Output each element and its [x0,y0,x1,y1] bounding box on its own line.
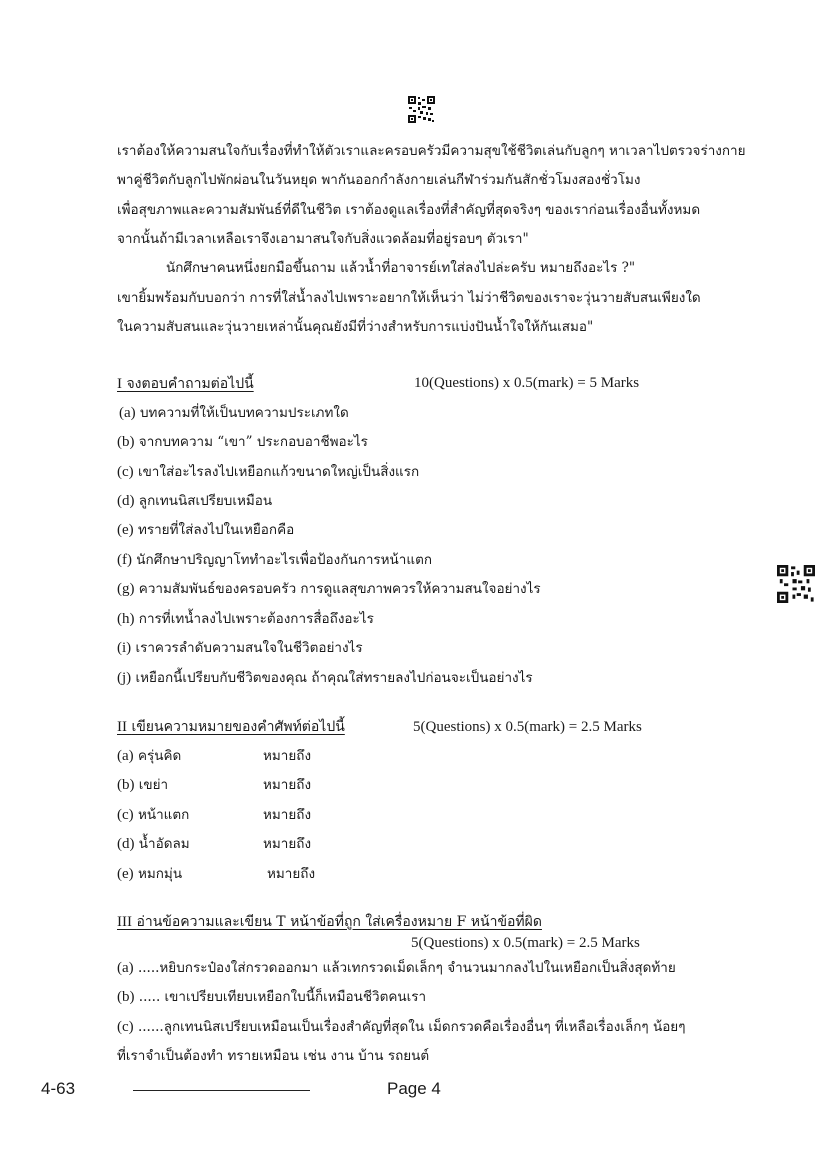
section3-heading [117,914,542,930]
section1-marks: 10(Questions) x 0.5(mark) = 5 Marks [414,375,640,391]
section3-statement: (b) ..... เขาเปรียบเทียบเหยือกใบนี้ก็เหมือนชีวิตคนเรา [117,989,427,1005]
qr-code-side [777,565,815,603]
section2-word-row: (b) เขย่า [117,777,169,793]
section2-meaning: หมายถึง [263,748,312,764]
section3-marks: 5(Questions) x 0.5(mark) = 2.5 Marks [411,935,640,951]
section1-question: (a) บทความที่ให้เป็นบทความประเภทใด [119,405,349,421]
paragraph-line-2: พาคู่ชีวิตกับลูกไปพักผ่อนในวันหยุด พากันออกกำลังกายเล่นกีฬาร่วมกันสักชั่วโมงสองชั่วโมง [117,172,641,188]
section1-question: (f) นักศึกษาปริญญาโททำอะไรเพื่อป้องกันการหน้าแตก [117,552,433,568]
section2-meaning: หมายถึง [263,777,312,793]
section3-statement: (c) ......ลูกเทนนิสเปรียบเหมือนเป็นเรื่องสำคัญที่สุดใน เม็ดกรวดคือเรื่องอื่นๆ ที่เหลือเรื่องเล็กๆ น้อยๆ [117,1019,686,1035]
section1-numeral: I [117,376,122,392]
section3-title: อ่านข้อความและเขียน T หน้าข้อที่ถูก ใส่เครื่องหมาย F หน้าข้อที่ผิด [136,914,542,930]
paragraph-line-4: จากนั้นถ้ามีเวลาเหลือเราจึงเอามาสนใจกับสิ่งแวดล้อมที่อยู่รอบๆ ตัวเรา" [117,231,529,247]
section1-question: (j) เหยือกนี้เปรียบกับชีวิตของคุณ ถ้าคุณใส่ทรายลงไปก่อนจะเป็นอย่างไร [117,670,533,686]
paragraph-line-3: เพื่อสุขภาพและความสัมพันธ์ที่ดีในชีวิต เราต้องดูแลเรื่องที่สำคัญที่สุดจริงๆ ของเราก่อนเรื่องอื่นทั้งหมด [117,202,701,218]
paragraph-line-5: นักศึกษาคนหนึ่งยกมือขึ้นถาม แล้วน้ำที่อาจารย์เทใส่ลงไปล่ะครับ หมายถึงอะไร ?" [166,260,636,276]
section1-question: (i) เราควรลำดับความสนใจในชีวิตอย่างไร [117,640,363,656]
section1-heading [117,376,254,392]
section1-question: (b) จากบทความ “เขา” ประกอบอาชีพอะไร [117,434,368,450]
section2-title: เขียนความหมายของคำศัพท์ต่อไปนี้ [131,719,345,735]
section1-question: (d) ลูกเทนนิสเปรียบเหมือน [117,493,273,509]
section2-word-row: (e) หมกมุ่น [117,866,183,882]
section3-statement-continued: ที่เราจำเป็นต้องทำ ทรายเหมือน เช่น งาน บ้าน รถยนต์ [117,1048,430,1064]
section2-word-row: (a) ครุ่นคิด [117,748,182,764]
section3-statement: (a) .....หยิบกระป๋องใส่กรวดออกมา แล้วเทกรวดเม็ดเล็กๆ จำนวนมากลงไปในเหยือกเป็นสิ่งสุดท้าย [117,960,676,976]
section2-word-row: (c) หน้าแตก [117,807,190,823]
section2-meaning: หมายถึง [263,807,312,823]
section2-heading [117,719,345,735]
footer-rule [133,1090,310,1091]
qr-code-top [408,96,435,123]
section3-numeral: III [117,914,132,930]
footer-code: 4-63 [41,1079,76,1098]
paragraph-line-6: เขายิ้มพร้อมกับบอกว่า การที่ใส่น้ำลงไปเพราะอยากให้เห็นว่า ไม่ว่าชีวิตของเราจะวุ่นวายสับสนเพียงใด [117,290,701,306]
section1-title: จงตอบคำถามต่อไปนี้ [126,376,254,392]
section2-meaning: หมายถึง [263,836,312,852]
section1-question: (g) ความสัมพันธ์ของครอบครัว การดูแลสุขภาพควรให้ความสนใจอย่างไร [117,581,541,597]
section1-question: (e) ทรายที่ใส่ลงไปในเหยือกคือ [117,522,295,538]
section1-question: (h) การที่เทน้ำลงไปเพราะต้องการสื่อถึงอะไร [117,611,374,627]
section2-numeral: II [117,719,127,735]
section2-marks: 5(Questions) x 0.5(mark) = 2.5 Marks [413,719,642,735]
section1-question: (c) เขาใส่อะไรลงไปเหยือกแก้วขนาดใหญ่เป็นสิ่งแรก [117,464,420,480]
paragraph-line-7: ในความสับสนและวุ่นวายเหล่านั้นคุณยังมีที่ว่างสำหรับการแบ่งปันน้ำใจให้กันเสมอ" [117,319,594,335]
section2-meaning: หมายถึง [267,866,316,882]
paragraph-line-1: เราต้องให้ความสนใจกับเรื่องที่ทำให้ตัวเราและครอบครัวมีความสุขใช้ชีวิตเล่นกับลูกๆ หาเวลาไปตรวจร่างกาย [117,143,746,159]
section2-word-row: (d) น้ำอัดลม [117,836,190,852]
footer-page-number: Page 4 [387,1079,441,1098]
